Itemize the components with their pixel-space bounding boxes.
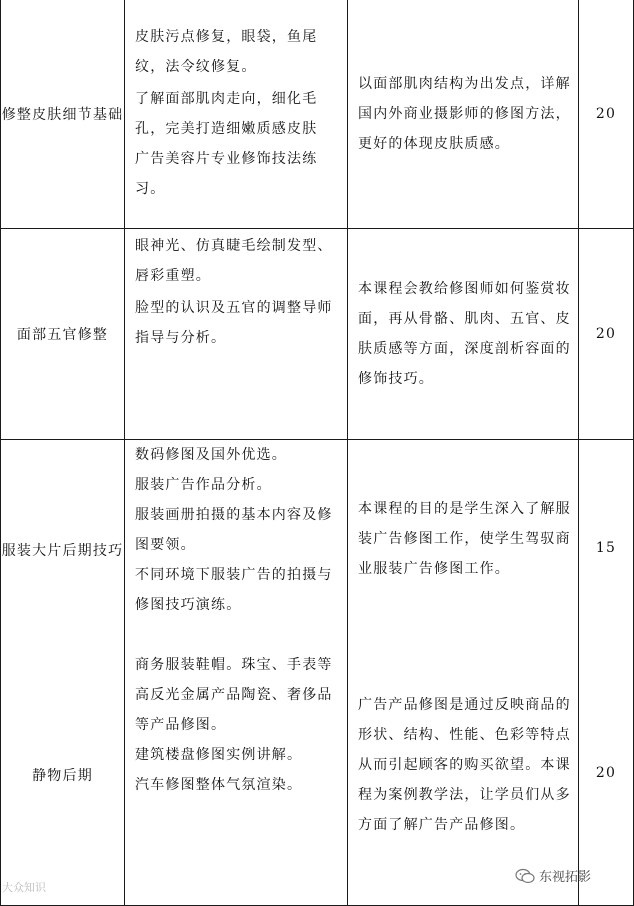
table-row xyxy=(1,440,634,906)
content-line: 汽车修图整体气氛渲染。 xyxy=(135,777,303,793)
content-line: 习。 xyxy=(135,180,166,197)
watermark-right xyxy=(515,866,591,885)
content-line: 脸型的认识及五官的调整导师 xyxy=(135,300,333,316)
course-hours: 20 xyxy=(595,765,617,781)
wechat-icon xyxy=(515,868,535,884)
content-line: 皮肤污点修复，眼袋，鱼尾 xyxy=(135,28,318,45)
content-line: 修图技巧演练。 xyxy=(135,597,242,613)
course-hours: 20 xyxy=(595,326,617,342)
content-paragraph xyxy=(135,231,341,291)
goal-line: 肤质感等方面，深度剖析容面的 xyxy=(358,341,571,357)
goal-line: 装广告修图工作，使学生驾驭商 xyxy=(358,531,571,547)
goal-line: 业服装广告修图工作。 xyxy=(358,561,510,577)
table-row xyxy=(1,0,634,229)
course-hours: 15 xyxy=(595,540,617,556)
course-name: 静物后期 xyxy=(32,768,93,784)
course-hours-cell xyxy=(579,440,634,906)
course-goal-cell xyxy=(348,229,579,440)
content-line: 图要领。 xyxy=(135,537,196,553)
content-line: 了解面部肌肉走向，细化毛 xyxy=(135,90,318,107)
content-line: 指导与分析。 xyxy=(135,330,227,346)
content-line: 服装画册拍摄的基本内容及修 xyxy=(135,507,333,523)
course-content-cell xyxy=(125,440,348,906)
goal-line: 方面了解广告产品修图。 xyxy=(358,817,526,833)
content-paragraph xyxy=(135,293,341,353)
content-line: 服装广告作品分析。 xyxy=(135,477,272,493)
content-line: 商务服装鞋帽。珠宝、手表等 xyxy=(135,657,333,673)
course-name-cell xyxy=(1,229,125,440)
course-hours-cell xyxy=(579,229,634,440)
goal-line: 广告产品修图是通过反映商品的 xyxy=(358,697,571,713)
goal-line: 形状、结构、性能、色彩等特点 xyxy=(358,727,571,743)
goal-line: 程为案例教学法，让学员们从多 xyxy=(358,787,571,803)
goal-line: 以面部肌肉结构为出发点，详解 xyxy=(358,75,571,92)
content-line: 纹，法令纹修复。 xyxy=(135,58,257,75)
content-line: 广告美容片专业修饰技法练 xyxy=(135,150,318,167)
course-hours-cell xyxy=(579,0,634,229)
course-name-cell xyxy=(1,440,125,906)
content-line: 唇彩重塑。 xyxy=(135,268,211,284)
goal-line: 本课程会教给修图师如何鉴赏妆 xyxy=(358,281,571,297)
content-line: 数码修图及国外优选。 xyxy=(135,447,287,463)
content-line: 孔，完美打造细嫩质感皮肤 xyxy=(135,120,318,137)
course-content-cell xyxy=(125,0,348,229)
watermark-left xyxy=(2,879,46,895)
course-name: 服装大片后期技巧 xyxy=(1,543,124,559)
watermark-left-text: 大众知识 xyxy=(2,881,46,894)
goal-line: 国内外商业摄影师的修图方法， xyxy=(358,105,571,122)
course-goal-cell xyxy=(348,0,579,229)
watermark-right-text: 东视拓影 xyxy=(538,870,591,885)
goal-line: 本课程的目的是学生深入了解服 xyxy=(358,501,571,517)
content-paragraph xyxy=(135,84,341,204)
goal-line: 从而引起顾客的购买欲望。本课 xyxy=(358,757,571,773)
content-line: 等产品修图。 xyxy=(135,717,227,733)
course-hours: 20 xyxy=(595,105,617,122)
goal-line: 更好的体现皮肤质感。 xyxy=(358,135,510,152)
goal-line: 修饰技巧。 xyxy=(358,371,434,387)
course-name: 修整皮肤细节基础 xyxy=(1,106,124,123)
course-name: 面部五官修整 xyxy=(16,327,109,343)
content-line: 建筑楼盘修图实例讲解。 xyxy=(135,747,303,763)
content-paragraph xyxy=(135,22,341,82)
course-goal-cell xyxy=(348,440,579,906)
content-line: 不同环境下服装广告的拍摄与 xyxy=(135,567,333,583)
goal-line: 面，再从骨骼、肌肉、五官、皮 xyxy=(358,311,571,327)
table-row xyxy=(1,229,634,440)
content-line: 眼神光、仿真睫毛绘制发型、 xyxy=(135,238,333,254)
course-content-cell xyxy=(125,229,348,440)
content-line: 高反光金属产品陶瓷、奢侈品 xyxy=(135,687,333,703)
course-name-cell xyxy=(1,0,125,229)
